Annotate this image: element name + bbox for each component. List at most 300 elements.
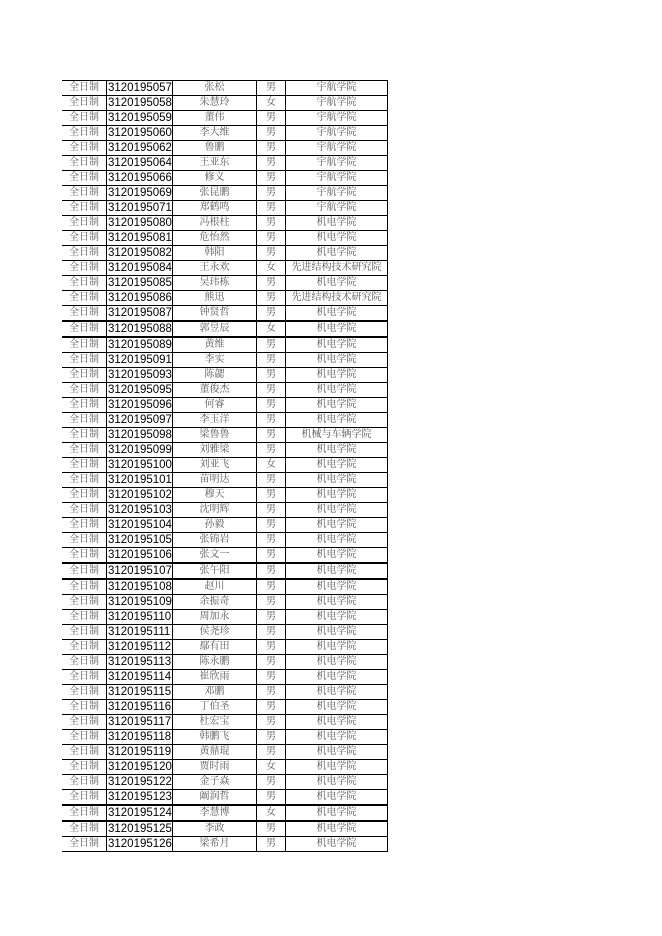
college-cell: 机电学院 xyxy=(285,458,387,473)
student-id-cell: 3120195108 xyxy=(108,581,172,593)
student-id-cell: 3120195089 xyxy=(108,339,172,351)
gender-cell: 男 xyxy=(256,291,285,306)
student-name-cell: 梁鲁鲁 xyxy=(172,428,256,443)
student-name-cell: 郭昱辰 xyxy=(172,321,256,337)
gender-cell: 男 xyxy=(256,231,285,246)
gender-cell: 男 xyxy=(256,518,285,533)
student-id-cell: 3120195064 xyxy=(108,157,172,169)
student-name-cell: 韩阳 xyxy=(172,246,256,261)
table-row xyxy=(62,291,387,306)
table-row xyxy=(62,488,387,503)
college-cell: 先进结构技术研究院 xyxy=(285,261,387,276)
table-row xyxy=(62,276,387,291)
student-name-cell: 鄢有田 xyxy=(172,640,256,655)
college-cell: 机电学院 xyxy=(285,640,387,655)
student-id-cell: 3120195105 xyxy=(108,534,172,546)
student-id-cell: 3120195058 xyxy=(108,97,172,109)
student-name-cell: 董俊杰 xyxy=(172,383,256,398)
student-id-cell: 3120195098 xyxy=(108,429,172,441)
student-name-cell: 熊迅 xyxy=(172,291,256,306)
college-cell: 机电学院 xyxy=(285,837,387,852)
study-type-cell: 全日制 xyxy=(62,141,107,156)
college-cell: 机电学院 xyxy=(285,518,387,533)
study-type-cell: 全日制 xyxy=(62,246,107,261)
student-name-cell: 金子焱 xyxy=(172,775,256,790)
student-name-cell: 丁伯圣 xyxy=(172,700,256,715)
table-row xyxy=(62,533,387,548)
gender-cell: 男 xyxy=(256,306,285,322)
student-name-cell: 冯根柱 xyxy=(172,216,256,231)
student-name-cell: 孙毅 xyxy=(172,518,256,533)
student-name-cell: 王永欢 xyxy=(172,261,256,276)
college-cell: 机械与车辆学院 xyxy=(285,428,387,443)
gender-cell: 男 xyxy=(256,443,285,458)
gender-cell: 男 xyxy=(256,201,285,216)
student-name-cell: 刘亚飞 xyxy=(172,458,256,473)
student-name-cell: 杜宏宝 xyxy=(172,715,256,730)
student-name-cell: 周加永 xyxy=(172,610,256,625)
college-cell: 宇航学院 xyxy=(285,156,387,171)
student-name-cell: 沈明辉 xyxy=(172,503,256,518)
college-cell: 机电学院 xyxy=(285,276,387,291)
student-id-cell: 3120195059 xyxy=(108,112,172,124)
study-type-cell: 全日制 xyxy=(62,715,107,730)
student-name-cell: 李慧博 xyxy=(172,805,256,821)
college-cell: 机电学院 xyxy=(285,548,387,564)
student-id-cell: 3120195085 xyxy=(108,277,172,289)
gender-cell: 男 xyxy=(256,745,285,760)
college-cell: 宇航学院 xyxy=(285,201,387,216)
student-id-cell: 3120195107 xyxy=(108,565,172,577)
study-type-cell: 全日制 xyxy=(62,443,107,458)
student-id-cell: 3120195125 xyxy=(108,823,172,835)
study-type-cell: 全日制 xyxy=(62,760,107,775)
study-type-cell: 全日制 xyxy=(62,488,107,503)
table-row xyxy=(62,760,387,775)
student-id-cell: 3120195088 xyxy=(108,323,172,335)
study-type-cell: 全日制 xyxy=(62,640,107,655)
study-type-cell: 全日制 xyxy=(62,700,107,715)
student-id-cell: 3120195091 xyxy=(108,354,172,366)
table-row xyxy=(62,337,387,353)
table-row xyxy=(62,655,387,670)
student-id-cell: 3120195100 xyxy=(108,459,172,471)
gender-cell: 男 xyxy=(256,156,285,171)
study-type-cell: 全日制 xyxy=(62,276,107,291)
student-name-cell: 张松 xyxy=(172,81,256,96)
study-type-cell: 全日制 xyxy=(62,321,107,337)
gender-cell: 男 xyxy=(256,246,285,261)
student-name-cell: 陈永鹏 xyxy=(172,655,256,670)
gender-cell: 男 xyxy=(256,715,285,730)
study-type-cell: 全日制 xyxy=(62,111,107,126)
student-name-cell: 韩鹏飞 xyxy=(172,730,256,745)
study-type-cell: 全日制 xyxy=(62,261,107,276)
student-id-cell: 3120195124 xyxy=(108,807,172,819)
table-row xyxy=(62,96,387,111)
gender-cell: 男 xyxy=(256,655,285,670)
table-row xyxy=(62,428,387,443)
table-row xyxy=(62,126,387,141)
college-cell: 宇航学院 xyxy=(285,141,387,156)
gender-cell: 男 xyxy=(256,81,285,96)
college-cell: 机电学院 xyxy=(285,383,387,398)
student-id-cell: 3120195102 xyxy=(108,489,172,501)
student-id-cell: 3120195087 xyxy=(108,307,172,319)
table-row xyxy=(62,458,387,473)
gender-cell: 男 xyxy=(256,337,285,353)
study-type-cell: 全日制 xyxy=(62,126,107,141)
college-cell: 先进结构技术研究院 xyxy=(285,291,387,306)
gender-cell: 男 xyxy=(256,730,285,745)
gender-cell: 男 xyxy=(256,821,285,837)
student-name-cell: 贾时雨 xyxy=(172,760,256,775)
study-type-cell: 全日制 xyxy=(62,337,107,353)
study-type-cell: 全日制 xyxy=(62,306,107,322)
gender-cell: 男 xyxy=(256,473,285,488)
gender-cell: 男 xyxy=(256,216,285,231)
gender-cell: 男 xyxy=(256,368,285,383)
student-name-cell: 黄鼎琨 xyxy=(172,745,256,760)
table-row xyxy=(62,503,387,518)
student-name-cell: 修义 xyxy=(172,171,256,186)
study-type-cell: 全日制 xyxy=(62,353,107,368)
table-row xyxy=(62,306,387,322)
study-type-cell: 全日制 xyxy=(62,805,107,821)
college-cell: 宇航学院 xyxy=(285,96,387,111)
gender-cell: 男 xyxy=(256,595,285,610)
table-row xyxy=(62,111,387,126)
table-row xyxy=(62,625,387,640)
college-cell: 机电学院 xyxy=(285,805,387,821)
student-name-cell: 张锦岩 xyxy=(172,533,256,548)
gender-cell: 男 xyxy=(256,383,285,398)
student-id-cell: 3120195113 xyxy=(108,656,172,668)
study-type-cell: 全日制 xyxy=(62,413,107,428)
student-id-cell: 3120195080 xyxy=(108,217,172,229)
study-type-cell: 全日制 xyxy=(62,201,107,216)
student-name-cell: 张午阳 xyxy=(172,563,256,579)
student-id-cell: 3120195118 xyxy=(108,731,172,743)
college-cell: 宇航学院 xyxy=(285,111,387,126)
study-type-cell: 全日制 xyxy=(62,368,107,383)
student-name-cell: 黄维 xyxy=(172,337,256,353)
student-name-cell: 吴玮栋 xyxy=(172,276,256,291)
study-type-cell: 全日制 xyxy=(62,503,107,518)
table-row xyxy=(62,700,387,715)
gender-cell: 女 xyxy=(256,458,285,473)
table-row xyxy=(62,821,387,837)
table-row xyxy=(62,246,387,261)
student-id-cell: 3120195116 xyxy=(108,701,172,713)
gender-cell: 男 xyxy=(256,625,285,640)
study-type-cell: 全日制 xyxy=(62,518,107,533)
student-name-cell: 崔欣雨 xyxy=(172,670,256,685)
table-row xyxy=(62,473,387,488)
student-id-cell: 3120195099 xyxy=(108,444,172,456)
gender-cell: 男 xyxy=(256,640,285,655)
gender-cell: 女 xyxy=(256,760,285,775)
study-type-cell: 全日制 xyxy=(62,610,107,625)
gender-cell: 男 xyxy=(256,533,285,548)
table-row xyxy=(62,231,387,246)
college-cell: 机电学院 xyxy=(285,730,387,745)
college-cell: 机电学院 xyxy=(285,353,387,368)
study-type-cell: 全日制 xyxy=(62,156,107,171)
study-type-cell: 全日制 xyxy=(62,398,107,413)
student-name-cell: 王亚东 xyxy=(172,156,256,171)
college-cell: 宇航学院 xyxy=(285,171,387,186)
student-name-cell: 阚润哲 xyxy=(172,790,256,806)
table-row xyxy=(62,790,387,806)
student-id-cell: 3120195062 xyxy=(108,142,172,154)
gender-cell: 男 xyxy=(256,276,285,291)
student-name-cell: 何睿 xyxy=(172,398,256,413)
study-type-cell: 全日制 xyxy=(62,216,107,231)
college-cell: 机电学院 xyxy=(285,670,387,685)
study-type-cell: 全日制 xyxy=(62,595,107,610)
student-id-cell: 3120195093 xyxy=(108,369,172,381)
study-type-cell: 全日制 xyxy=(62,548,107,564)
student-id-cell: 3120195069 xyxy=(108,187,172,199)
table-row xyxy=(62,685,387,700)
gender-cell: 男 xyxy=(256,700,285,715)
college-cell: 机电学院 xyxy=(285,231,387,246)
student-name-cell: 朱慧玲 xyxy=(172,96,256,111)
study-type-cell: 全日制 xyxy=(62,186,107,201)
table-row xyxy=(62,548,387,564)
table-row xyxy=(62,216,387,231)
college-cell: 机电学院 xyxy=(285,821,387,837)
gender-cell: 男 xyxy=(256,171,285,186)
college-cell: 宇航学院 xyxy=(285,186,387,201)
table-row xyxy=(62,443,387,458)
study-type-cell: 全日制 xyxy=(62,821,107,837)
study-type-cell: 全日制 xyxy=(62,670,107,685)
student-id-cell: 3120195122 xyxy=(108,776,172,788)
college-cell: 机电学院 xyxy=(285,563,387,579)
study-type-cell: 全日制 xyxy=(62,579,107,595)
student-name-cell: 苗明达 xyxy=(172,473,256,488)
student-name-cell: 梁希月 xyxy=(172,837,256,852)
college-cell: 机电学院 xyxy=(285,413,387,428)
study-type-cell: 全日制 xyxy=(62,473,107,488)
gender-cell: 男 xyxy=(256,548,285,564)
table-row xyxy=(62,563,387,579)
gender-cell: 男 xyxy=(256,488,285,503)
gender-cell: 男 xyxy=(256,126,285,141)
student-id-cell: 3120195066 xyxy=(108,172,172,184)
gender-cell: 男 xyxy=(256,837,285,852)
study-type-cell: 全日制 xyxy=(62,563,107,579)
college-cell: 机电学院 xyxy=(285,246,387,261)
gender-cell: 男 xyxy=(256,670,285,685)
student-id-cell: 3120195086 xyxy=(108,292,172,304)
gender-cell: 女 xyxy=(256,261,285,276)
student-id-cell: 3120195104 xyxy=(108,519,172,531)
student-name-cell: 张文一 xyxy=(172,548,256,564)
student-id-cell: 3120195095 xyxy=(108,384,172,396)
study-type-cell: 全日制 xyxy=(62,790,107,806)
college-cell: 机电学院 xyxy=(285,368,387,383)
table-row xyxy=(62,353,387,368)
student-id-cell: 3120195114 xyxy=(108,671,172,683)
gender-cell: 女 xyxy=(256,96,285,111)
study-type-cell: 全日制 xyxy=(62,231,107,246)
student-id-cell: 3120195101 xyxy=(108,474,172,486)
table-row xyxy=(62,610,387,625)
college-cell: 机电学院 xyxy=(285,503,387,518)
table-row xyxy=(62,398,387,413)
student-name-cell: 赵川 xyxy=(172,579,256,595)
study-type-cell: 全日制 xyxy=(62,837,107,852)
student-id-cell: 3120195097 xyxy=(108,414,172,426)
student-id-cell: 3120195081 xyxy=(108,232,172,244)
table-row xyxy=(62,186,387,201)
student-name-cell: 张昆鹏 xyxy=(172,186,256,201)
college-cell: 机电学院 xyxy=(285,685,387,700)
college-cell: 机电学院 xyxy=(285,216,387,231)
college-cell: 机电学院 xyxy=(285,595,387,610)
student-name-cell: 邓鹏 xyxy=(172,685,256,700)
student-name-cell: 侯尧珍 xyxy=(172,625,256,640)
student-name-cell: 穆天 xyxy=(172,488,256,503)
college-cell: 机电学院 xyxy=(285,337,387,353)
table-row xyxy=(62,261,387,276)
college-cell: 机电学院 xyxy=(285,775,387,790)
student-name-cell: 危怡然 xyxy=(172,231,256,246)
study-type-cell: 全日制 xyxy=(62,775,107,790)
student-id-cell: 3120195103 xyxy=(108,504,172,516)
college-cell: 机电学院 xyxy=(285,306,387,322)
student-id-cell: 3120195119 xyxy=(108,746,172,758)
table-row xyxy=(62,745,387,760)
study-type-cell: 全日制 xyxy=(62,96,107,111)
college-cell: 机电学院 xyxy=(285,790,387,806)
student-name-cell: 李政 xyxy=(172,821,256,837)
student-name-cell: 刘雅梁 xyxy=(172,443,256,458)
college-cell: 机电学院 xyxy=(285,473,387,488)
student-id-cell: 3120195115 xyxy=(108,686,172,698)
gender-cell: 男 xyxy=(256,685,285,700)
table-row xyxy=(62,775,387,790)
gender-cell: 男 xyxy=(256,503,285,518)
table-row xyxy=(62,368,387,383)
college-cell: 机电学院 xyxy=(285,715,387,730)
table-row xyxy=(62,141,387,156)
gender-cell: 男 xyxy=(256,111,285,126)
student-id-cell: 3120195111 xyxy=(107,625,173,640)
table-row xyxy=(62,201,387,216)
study-type-cell: 全日制 xyxy=(62,745,107,760)
student-name-cell: 董伟 xyxy=(172,111,256,126)
table-row xyxy=(62,321,387,337)
table-row xyxy=(62,837,387,852)
table-row xyxy=(62,579,387,595)
student-id-cell: 3120195082 xyxy=(108,247,172,259)
gender-cell: 男 xyxy=(256,610,285,625)
table-row xyxy=(62,171,387,186)
student-id-cell: 3120195110 xyxy=(108,611,172,623)
student-id-cell: 3120195106 xyxy=(108,549,172,561)
table-row xyxy=(62,156,387,171)
table-row xyxy=(62,383,387,398)
college-cell: 机电学院 xyxy=(285,443,387,458)
gender-cell: 男 xyxy=(256,353,285,368)
student-id-cell: 3120195117 xyxy=(108,716,172,728)
study-type-cell: 全日制 xyxy=(62,625,107,640)
student-id-cell: 3120195126 xyxy=(108,838,172,850)
student-name-cell: 余振奇 xyxy=(172,595,256,610)
gender-cell: 男 xyxy=(256,413,285,428)
student-id-cell: 3120195071 xyxy=(108,202,172,214)
student-table xyxy=(62,80,388,852)
study-type-cell: 全日制 xyxy=(62,458,107,473)
gender-cell: 男 xyxy=(256,141,285,156)
student-id-cell: 3120195123 xyxy=(108,791,172,803)
student-name-cell: 郑鹤鸣 xyxy=(172,201,256,216)
gender-cell: 女 xyxy=(256,805,285,821)
study-type-cell: 全日制 xyxy=(62,655,107,670)
gender-cell: 男 xyxy=(256,775,285,790)
student-id-cell: 3120195112 xyxy=(108,641,172,653)
student-name-cell: 鲁鹏 xyxy=(172,141,256,156)
table-row xyxy=(62,715,387,730)
gender-cell: 男 xyxy=(256,790,285,806)
table-row xyxy=(62,805,387,821)
student-name-cell: 李大维 xyxy=(172,126,256,141)
student-id-cell: 3120195096 xyxy=(108,399,172,411)
college-cell: 宇航学院 xyxy=(285,126,387,141)
table-row xyxy=(62,595,387,610)
college-cell: 机电学院 xyxy=(285,700,387,715)
college-cell: 机电学院 xyxy=(285,745,387,760)
table-row xyxy=(62,81,387,96)
student-id-cell: 3120195109 xyxy=(108,596,172,608)
study-type-cell: 全日制 xyxy=(62,171,107,186)
gender-cell: 男 xyxy=(256,428,285,443)
college-cell: 机电学院 xyxy=(285,655,387,670)
gender-cell: 男 xyxy=(256,186,285,201)
study-type-cell: 全日制 xyxy=(62,533,107,548)
student-name-cell: 陈勰 xyxy=(172,368,256,383)
college-cell: 机电学院 xyxy=(285,610,387,625)
college-cell: 机电学院 xyxy=(285,321,387,337)
college-cell: 宇航学院 xyxy=(285,81,387,96)
study-type-cell: 全日制 xyxy=(62,291,107,306)
study-type-cell: 全日制 xyxy=(62,730,107,745)
table-row xyxy=(62,730,387,745)
gender-cell: 男 xyxy=(256,563,285,579)
student-name-cell: 李实 xyxy=(172,353,256,368)
study-type-cell: 全日制 xyxy=(62,685,107,700)
gender-cell: 男 xyxy=(256,579,285,595)
college-cell: 机电学院 xyxy=(285,533,387,548)
table-row xyxy=(62,413,387,428)
table-row xyxy=(62,518,387,533)
student-id-cell: 3120195057 xyxy=(108,82,172,94)
college-cell: 机电学院 xyxy=(285,760,387,775)
student-name-cell: 钟贤哲 xyxy=(172,306,256,322)
table-row xyxy=(62,640,387,655)
student-id-cell: 3120195084 xyxy=(108,262,172,274)
student-id-cell: 3120195120 xyxy=(108,761,172,773)
student-id-cell: 3120195060 xyxy=(108,127,172,139)
college-cell: 机电学院 xyxy=(285,625,387,640)
college-cell: 机电学院 xyxy=(285,488,387,503)
study-type-cell: 全日制 xyxy=(62,383,107,398)
gender-cell: 女 xyxy=(256,321,285,337)
